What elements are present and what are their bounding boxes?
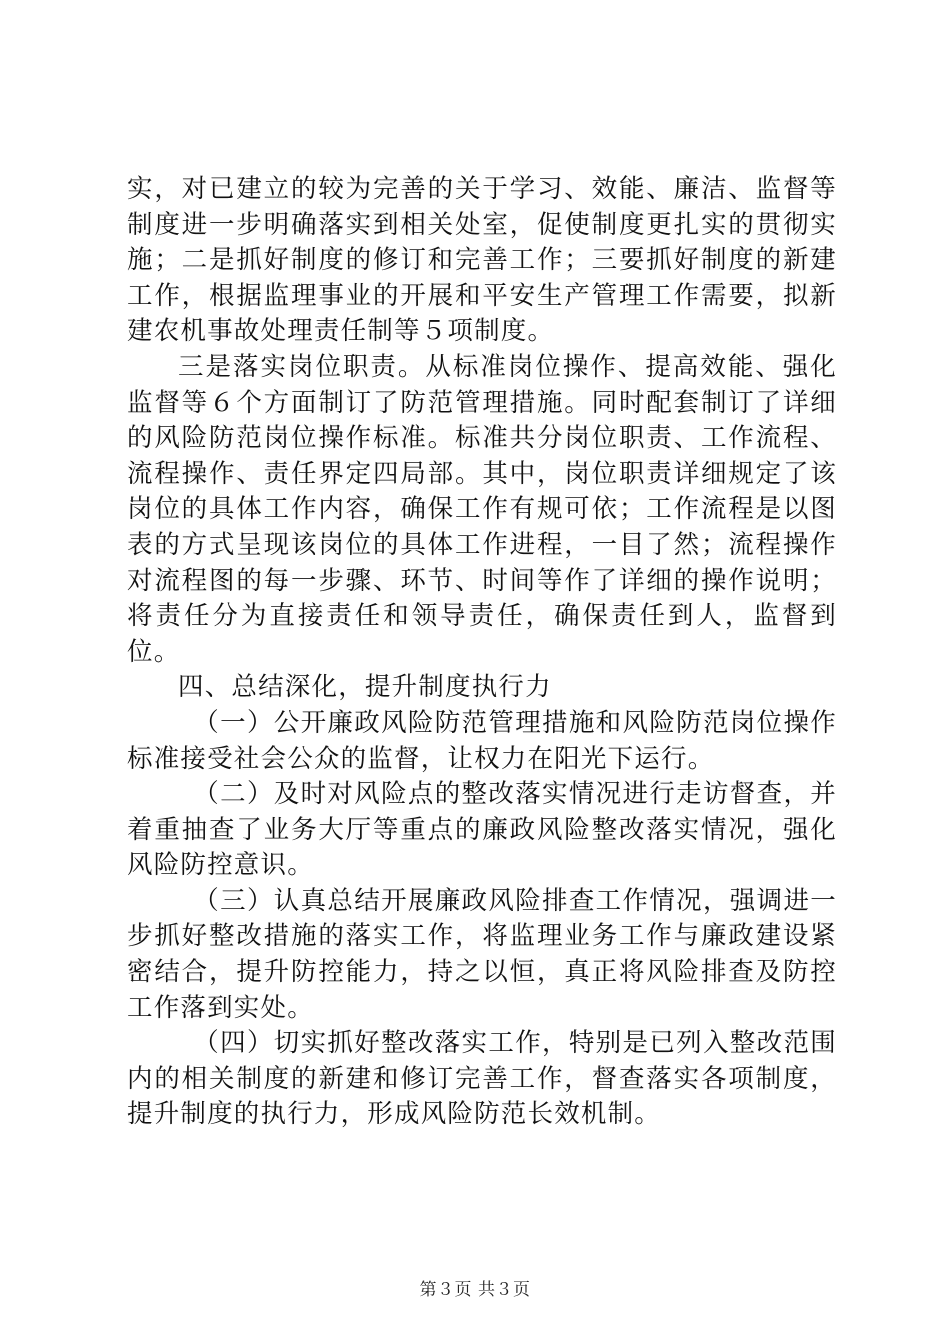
paragraph-continuation: 实，对已建立的较为完善的关于学习、效能、廉洁、监督等制度进一步明确落实到相关处室，促使制度更扎实的贯彻实施；二是抓好制度的修订和完善工作；三要抓好制度的新建工作，根据监理事业的开展和平安生产管理工作需要，拟新建农机事故处理责任制等５项制度。 bbox=[127, 174, 837, 347]
paragraph-item-1: （一）公开廉政风险防范管理措施和风险防范岗位操作标准接受社会公众的监督，让权力在阳光下运行。 bbox=[127, 707, 837, 774]
document-body bbox=[127, 172, 837, 1133]
paragraph-item-3: （三）认真总结开展廉政风险排查工作情况，强调进一步抓好整改措施的落实工作，将监理业务工作与廉政建设紧密结合，提升防控能力，持之以恒，真正将风险排查及防控工作落到实处。 bbox=[127, 885, 837, 1023]
section-heading: 四、总结深化，提升制度执行力 bbox=[178, 672, 552, 703]
paragraph-item-4: （四）切实抓好整改落实工作，特别是已列入整改范围内的相关制度的新建和修订完善工作，督查落实各项制度，提升制度的执行力，形成风险防范长效机制。 bbox=[127, 1028, 837, 1130]
paragraph-item-2: （二）及时对风险点的整改落实情况进行走访督查，并着重抽查了业务大厅等重点的廉政风险整改落实情况，强化风险防控意识。 bbox=[127, 779, 837, 881]
page-number-footer: 第３页 共３页 bbox=[419, 1280, 531, 1300]
paragraph-duty: 三是落实岗位职责。从标准岗位操作、提高效能、强化监督等６个方面制订了防范管理措施。同时配套制订了详细的风险防范岗位操作标准。标准共分岗位职责、工作流程、流程操作、责任界定四局部。其中，岗位职责详细规定了该岗位的具体工作内容，确保工作有规可依；工作流程是以图表的方式呈现该岗位的具体工作进程，一目了然；流程操作对流程图的每一步骤、环节、时间等作了详细的操作说明；将责任分为直接责任和领导责任，确保责任到人，监督到位。 bbox=[127, 351, 837, 667]
